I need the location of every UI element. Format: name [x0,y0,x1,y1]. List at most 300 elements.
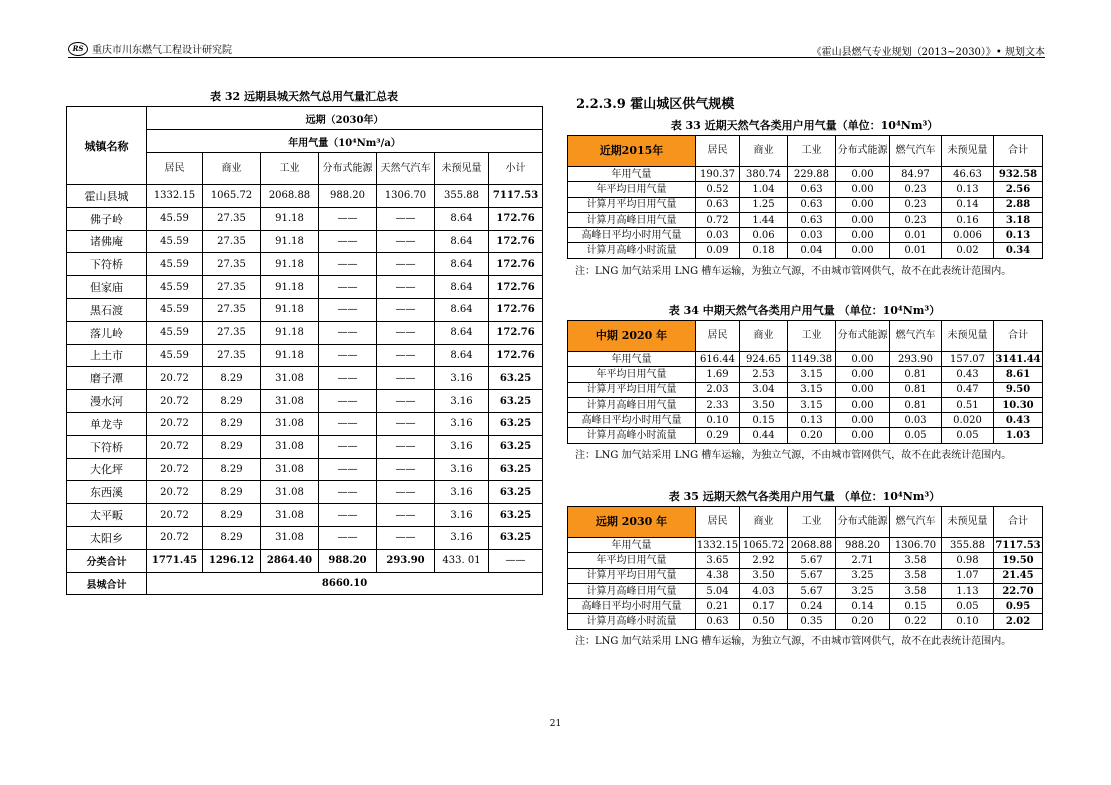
table-cell: 0.13 [942,182,994,197]
column-header: 未预见量 [435,153,489,185]
table-row [568,553,1043,568]
row-label: 计算月高峰日用气量 [568,212,696,227]
table-cell: 3.16 [435,390,489,413]
table-cell: 1306.70 [377,185,435,208]
column-header: 工业 [788,321,836,352]
page-number: 21 [549,719,562,729]
table34-caption: 表 34 中期天然气各类用户用气量 （单位：10⁴Nm³） [668,304,941,317]
table-cell: 1.44 [740,212,788,227]
table-cell: 7117.53 [489,185,543,208]
table-cell: 616.44 [696,352,740,367]
table-cell: 0.44 [740,428,788,443]
header-row [568,507,1043,538]
row-label: 计算月高峰日用气量 [568,397,696,412]
table-cell: 1.03 [994,428,1043,443]
table-cell: 8.64 [435,298,489,321]
table-cell: —— [377,504,435,527]
table-cell: 31.08 [261,390,319,413]
table-cell: 172.76 [489,321,543,344]
table-cell: 19.50 [994,553,1043,568]
column-header: 燃气汽车 [890,507,942,538]
table-cell: 5.04 [696,583,740,598]
table-cell: 8.64 [435,253,489,276]
table-cell: 3.15 [788,367,836,382]
table-cell: 8.29 [203,390,261,413]
table-cell: 172.76 [489,253,543,276]
table-cell: 3.16 [435,458,489,481]
table-cell: 3.25 [836,568,890,583]
table-cell: —— [489,549,543,572]
town-name: 下符桥 [67,253,147,276]
table-cell: —— [319,253,377,276]
row-label: 年用气量 [568,352,696,367]
table-cell: 2.33 [696,397,740,412]
table-row [568,243,1043,258]
table-cell: 0.15 [890,599,942,614]
row-label: 高峰日平均小时用气量 [568,228,696,243]
table-cell: —— [377,298,435,321]
table-row [67,230,543,253]
total-label: 县城合计 [67,572,147,595]
table-cell: 46.63 [942,167,994,182]
table-cell: 1332.15 [147,185,203,208]
table-cell: 157.07 [942,352,994,367]
table33-caption: 表 33 近期天然气各类用户用气量（单位：10⁴Nm³） [670,119,939,132]
table-cell: 0.00 [836,428,890,443]
table-cell: 988.20 [319,549,377,572]
table-cell: 2068.88 [788,538,836,553]
table-cell: 0.63 [788,182,836,197]
table-cell: —— [377,207,435,230]
table-cell: 3.25 [836,583,890,598]
table-cell: 45.59 [147,321,203,344]
table-cell: 91.18 [261,298,319,321]
town-name: 佛子岭 [67,207,147,230]
table33 [567,135,1043,259]
column-header: 天然气汽车 [377,153,435,185]
table-cell: 31.08 [261,435,319,458]
table-cell: 172.76 [489,230,543,253]
table-row [67,207,543,230]
table-cell: 0.24 [788,599,836,614]
town-name: 黑石渡 [67,298,147,321]
town-name: 单龙寺 [67,412,147,435]
table-cell: 0.81 [890,382,942,397]
table-cell: 8.29 [203,412,261,435]
table-cell: —— [319,435,377,458]
table-cell: 0.47 [942,382,994,397]
page-header-left [68,41,232,56]
table-cell: 0.50 [740,614,788,629]
table-cell: 3.58 [890,568,942,583]
table-row [568,167,1043,182]
table-cell: 0.52 [696,182,740,197]
table-cell: 8.29 [203,481,261,504]
table-note: 注：LNG 加气站采用 LNG 槽车运输，为独立气源，不由城市管网供气，故不在此表统计范围内。 [575,450,1012,461]
column-header: 未预见量 [942,136,994,167]
row-label: 年用气量 [568,167,696,182]
table-cell: —— [319,412,377,435]
row-label: 年平均日用气量 [568,553,696,568]
table-cell: —— [319,526,377,549]
table-cell: 355.88 [435,185,489,208]
table-cell: 355.88 [942,538,994,553]
table-cell: 0.00 [836,182,890,197]
table-cell: 0.29 [696,428,740,443]
table-cell: 4.03 [740,583,788,598]
table-note: 注：LNG 加气站采用 LNG 槽车运输，为独立气源，不由城市管网供气，故不在此表统计范围内。 [575,636,1012,647]
table-cell: 3.50 [740,397,788,412]
table-cell: 0.51 [942,397,994,412]
column-header: 小计 [489,153,543,185]
table-cell: 31.08 [261,481,319,504]
row-label: 计算月高峰小时流量 [568,614,696,629]
row-label: 高峰日平均小时用气量 [568,413,696,428]
total-value: 8660.10 [147,572,543,595]
header-row [568,136,1043,167]
table-cell: 1.13 [942,583,994,598]
table-cell: 1.07 [942,568,994,583]
table-cell: 4.38 [696,568,740,583]
city-header: 城镇名称 [67,107,147,185]
table-cell: 63.25 [489,458,543,481]
table-cell: 8.29 [203,526,261,549]
table-cell: 0.06 [740,228,788,243]
table-row [67,367,543,390]
period-header: 远期（2030年） [147,107,543,130]
table-cell: 0.09 [696,243,740,258]
table-cell: 91.18 [261,344,319,367]
town-name: 太阳乡 [67,526,147,549]
table-cell: 20.72 [147,526,203,549]
table-cell: 8.64 [435,276,489,299]
column-header: 居民 [696,321,740,352]
table-cell: 2.92 [740,553,788,568]
table-cell: —— [377,344,435,367]
table-row [568,212,1043,227]
table35 [567,506,1043,630]
column-header: 分布式能源 [319,153,377,185]
column-header: 分布式能源 [836,321,890,352]
table32 [66,106,543,595]
table-cell: 0.00 [836,243,890,258]
table-cell: 0.04 [788,243,836,258]
table-row [568,568,1043,583]
town-name: 太平畈 [67,504,147,527]
table-row [67,504,543,527]
subtotal-row [67,549,543,572]
table-cell: 0.00 [836,212,890,227]
table-cell: 10.30 [994,397,1043,412]
table-cell: 0.63 [696,197,740,212]
table-cell: 20.72 [147,435,203,458]
column-header: 未预见量 [942,321,994,352]
table-cell: 0.95 [994,599,1043,614]
table-cell: 0.05 [942,428,994,443]
table-cell: 3141.44 [994,352,1043,367]
table-cell: 45.59 [147,207,203,230]
column-header: 合计 [994,321,1043,352]
header-row [568,321,1043,352]
town-name: 磨子潭 [67,367,147,390]
table-cell: 3.04 [740,382,788,397]
table-cell: 2864.40 [261,549,319,572]
table-row [568,228,1043,243]
table-cell: 8.64 [435,321,489,344]
table-cell: 0.23 [890,182,942,197]
table-cell: 2.02 [994,614,1043,629]
subtotal-label: 分类合计 [67,549,147,572]
column-header: 工业 [261,153,319,185]
town-name: 漫水河 [67,390,147,413]
table-cell: 0.006 [942,228,994,243]
table-cell: 0.43 [994,413,1043,428]
table-cell: 3.16 [435,367,489,390]
table-cell: 0.01 [890,228,942,243]
table-cell: —— [377,276,435,299]
table-cell: —— [319,504,377,527]
table-cell: 0.15 [740,413,788,428]
column-header: 燃气汽车 [890,321,942,352]
table-cell: 229.88 [788,167,836,182]
table-row [67,298,543,321]
column-header: 商业 [740,321,788,352]
table-cell: 0.13 [788,413,836,428]
table-cell: 31.08 [261,412,319,435]
table-cell: —— [319,207,377,230]
column-header: 商业 [203,153,261,185]
table-cell: —— [377,230,435,253]
table-cell: 3.15 [788,382,836,397]
table-cell: 0.10 [942,614,994,629]
column-header: 未预见量 [942,507,994,538]
town-name: 诸佛庵 [67,230,147,253]
table-cell: 63.25 [489,367,543,390]
table-cell: 0.22 [890,614,942,629]
table-cell: 8.64 [435,344,489,367]
table-cell: 8.61 [994,367,1043,382]
table-cell: 1.25 [740,197,788,212]
table-cell: 63.25 [489,435,543,458]
table-cell: 63.25 [489,526,543,549]
column-header: 燃气汽车 [890,136,942,167]
table-cell: 0.98 [942,553,994,568]
table-note: 注：LNG 加气站采用 LNG 槽车运输，为独立气源，不由城市管网供气，故不在此表统计范围内。 [575,266,1012,277]
table-cell: 988.20 [319,185,377,208]
table-row [67,344,543,367]
table-row [67,526,543,549]
table-row [568,367,1043,382]
table-cell: 63.25 [489,504,543,527]
table-cell: 3.15 [788,397,836,412]
table-cell: —— [377,253,435,276]
table-row [67,253,543,276]
table-cell: 0.63 [788,197,836,212]
town-name: 东西溪 [67,481,147,504]
table-cell: 8.64 [435,207,489,230]
column-header: 工业 [788,136,836,167]
annual-header: 年用气量（10⁴Nm³/a） [147,130,543,153]
table-cell: —— [319,230,377,253]
table-cell: 27.35 [203,253,261,276]
table-cell: 0.05 [890,428,942,443]
column-header: 合计 [994,507,1043,538]
table-cell: 0.00 [836,352,890,367]
table-cell: 1065.72 [740,538,788,553]
table-cell: 172.76 [489,344,543,367]
table-cell: 293.90 [890,352,942,367]
table-cell: 8.29 [203,367,261,390]
table-cell: 0.20 [788,428,836,443]
table-cell: 3.16 [435,526,489,549]
table-cell: 0.03 [788,228,836,243]
table-row [67,481,543,504]
table-cell: 31.08 [261,504,319,527]
table-cell: 91.18 [261,321,319,344]
row-label: 年平均日用气量 [568,367,696,382]
table35-caption: 表 35 远期天然气各类用户用气量 （单位：10⁴Nm³） [668,490,941,503]
table-row [67,412,543,435]
table-cell: 190.37 [696,167,740,182]
row-label: 计算月高峰小时流量 [568,243,696,258]
table-cell: 1306.70 [890,538,942,553]
table-cell: 293.90 [377,549,435,572]
table-cell: 0.00 [836,228,890,243]
table-cell: 172.76 [489,207,543,230]
table-cell: 0.14 [836,599,890,614]
table-cell: —— [319,344,377,367]
table-cell: 91.18 [261,276,319,299]
table-cell: 0.17 [740,599,788,614]
table-cell: 0.21 [696,599,740,614]
table-cell: 0.03 [890,413,942,428]
table-cell: 2.53 [740,367,788,382]
table-cell: 45.59 [147,230,203,253]
table-cell: 0.81 [890,397,942,412]
total-row [67,572,543,595]
table-cell: 21.45 [994,568,1043,583]
table-row [67,435,543,458]
table-row [568,538,1043,553]
table-cell: 20.72 [147,504,203,527]
row-label: 年用气量 [568,538,696,553]
column-header: 居民 [147,153,203,185]
table-cell: 2.03 [696,382,740,397]
table-row [568,397,1043,412]
table-cell: 5.67 [788,553,836,568]
column-header: 居民 [696,136,740,167]
table-cell: 2.71 [836,553,890,568]
table-row [67,321,543,344]
table-cell: 1332.15 [696,538,740,553]
table-cell: 3.58 [890,553,942,568]
table-cell: 3.65 [696,553,740,568]
row-label: 计算月高峰日用气量 [568,583,696,598]
table-cell: 20.72 [147,412,203,435]
table-cell: 0.020 [942,413,994,428]
table-row [67,276,543,299]
table-cell: 2.88 [994,197,1043,212]
table-cell: 380.74 [740,167,788,182]
table-cell: 0.05 [942,599,994,614]
table-cell: 1.69 [696,367,740,382]
table-cell: —— [319,298,377,321]
company-logo-icon: RS [68,42,88,56]
doc-title: 《霍山县燃气专业规划（2013~2030）》• 规划文本 [811,47,1045,58]
table-cell: 0.81 [890,367,942,382]
row-label: 年平均日用气量 [568,182,696,197]
table-cell: 3.18 [994,212,1043,227]
table-cell: 31.08 [261,458,319,481]
table-cell: 3.16 [435,481,489,504]
table-cell: 0.23 [890,197,942,212]
table-cell: 8.29 [203,504,261,527]
table-cell: 0.23 [890,212,942,227]
column-header: 工业 [788,507,836,538]
section-title: 2.2.3.9 霍山城区供气规模 [576,97,735,112]
column-header: 商业 [740,507,788,538]
table34 [567,320,1043,444]
table-cell: 0.20 [836,614,890,629]
table-row [568,197,1043,212]
table-cell: —— [377,321,435,344]
table-cell: 0.01 [890,243,942,258]
table-cell: 0.72 [696,212,740,227]
table-cell: 20.72 [147,481,203,504]
table-cell: 924.65 [740,352,788,367]
table-row [67,458,543,481]
table-row [67,390,543,413]
table-cell: 433. 01 [435,549,489,572]
period-cell: 近期2015年 [568,136,696,167]
table-cell: 5.67 [788,568,836,583]
table-cell: 91.18 [261,253,319,276]
table-cell: 63.25 [489,412,543,435]
table-row [568,182,1043,197]
table-cell: 9.50 [994,382,1043,397]
table-cell: —— [319,367,377,390]
table-cell: 0.00 [836,167,890,182]
table-cell: 8.64 [435,230,489,253]
table-cell: 20.72 [147,390,203,413]
table-cell: 1296.12 [203,549,261,572]
table-row [568,599,1043,614]
table-cell: 988.20 [836,538,890,553]
table-cell: 3.16 [435,412,489,435]
org-name: 重庆市川东燃气工程设计研究院 [92,45,232,56]
table-cell: 27.35 [203,321,261,344]
row-label: 计算月平均日用气量 [568,568,696,583]
table-cell: 27.35 [203,276,261,299]
table-cell: 0.02 [942,243,994,258]
table-cell: 20.72 [147,367,203,390]
table-cell: 2.56 [994,182,1043,197]
table-cell: 45.59 [147,253,203,276]
table-cell: 7117.53 [994,538,1043,553]
table-cell: 8.29 [203,435,261,458]
table-cell: 0.63 [788,212,836,227]
table-cell: 3.50 [740,568,788,583]
table-cell: 0.00 [836,197,890,212]
table-cell: 0.16 [942,212,994,227]
table32-caption: 表 32 远期县城天然气总用气量汇总表 [210,90,398,103]
table-row [568,382,1043,397]
table-row [568,428,1043,443]
table-cell: 63.25 [489,481,543,504]
table-cell: —— [319,321,377,344]
row-label: 计算月平均日用气量 [568,382,696,397]
table-cell: 3.58 [890,583,942,598]
